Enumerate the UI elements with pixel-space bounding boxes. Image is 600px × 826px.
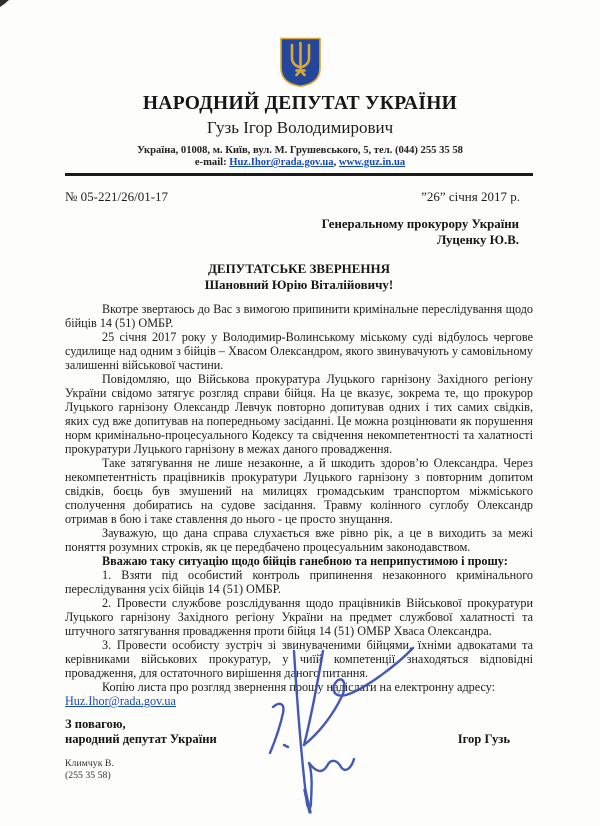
email-link[interactable]: Huz.Ihor@rada.gov.ua [229,157,334,168]
closing-email-row [65,694,533,708]
paragraph: Таке затягування не лише незаконне, а й шкодить здоров’ю Олександра. Через некомпетентність працівників прокуратури Луцького гарнізону з повторним допитом свідків, боєць був змушений на милицях громадським транспортом міжміського сполучення добиратись на судове засідання. Травму колінного суглобу Олександр отримав в бою і таке ставлення до нього - це просто знущання. [65,456,533,526]
demand-intro: Вважаю таку ситуацію щодо бійців ганебною та неприпустимою і прошу: [102,554,508,568]
deputy-name: Гузь Ігор Володимирович [206,118,394,137]
letter-body [65,302,533,708]
email-label: e-mail: [194,157,230,168]
paragraph: Зауважую, що дана справа слухається вже рівно рік, а це в виходить за межі поняття розумних строків, як це передбачено процесуальним законодавством. [65,526,533,554]
contact-links-line [0,157,600,168]
paragraph: Вкотре звертаюсь до Вас з вимогою припинити кримінальне переслідування щодо бійців 14 (51) ОМБР. [65,302,533,330]
address-line: Україна, 01008, м. Київ, вул. М. Грушевського, 5, тел. (044) 255 35 58 [137,145,463,156]
reference-line [65,189,533,205]
closing-line: Копію листа про розгляд звернення прошу надіслати на електронну адресу: [102,680,496,694]
salutation: Шановний Юрію Віталійовичу! [204,277,394,292]
demand-item: 3. Провести особисту зустріч зі звинуваченими бійцями, їхніми адвокатами та керівниками військових прокуратур, у чиїй компетенції знаходяться відповідні провадження, для остаточного вирішення даного питання. [65,638,533,680]
letterhead [0,0,600,168]
closing-email-link[interactable]: Huz.Ihor@rada.gov.ua [65,694,176,708]
addressee-line-2: Луценку Ю.В. [436,233,519,247]
ukraine-coat-of-arms-icon [278,36,323,89]
demand-item: 2. Провести службове розслідування щодо працівників Військової прокуратури Луцького гарнізону Західного регіону України на предмет службової халатності та штучного затягування провадження проти бійця 14 (51) ОМБР Хваса Олександра. [65,596,533,638]
signature-block [65,717,533,781]
addressee-block [65,216,533,248]
executor-block [65,758,533,781]
links-separator: , [333,157,339,168]
letterhead-title: НАРОДНИЙ ДЕПУТАТ УКРАЇНИ [142,93,458,114]
letter-date: ”26” січня 2017 р. [421,189,520,204]
subject-block [65,261,533,293]
reference-number: № 05-221/26/01-17 [65,189,169,204]
addressee-line-1: Генеральному прокурору України [321,217,519,231]
header-rule [65,173,533,176]
executor-phone: (255 35 58) [65,769,111,781]
website-link[interactable]: www.guz.in.ua [338,157,406,168]
position-line: народний депутат України [65,732,217,746]
demand-item: 1. Взяти під особистий контроль припинення незаконного кримінального переслідування усіх бійців 14 (51) ОМБР. [65,568,533,596]
executor-name: Климчук В. [65,758,114,769]
paragraph: 25 січня 2017 року у Володимир-Волинському міському суді відбулось чергове судилище над одним з бійців – Хвасом Олександром, якого звинувачують у самовільному залишенні військової частини. [65,330,533,372]
position-signer-row [65,732,533,747]
paragraph: Повідомляю, що Військова прокуратура Луцького гарнізону Західного регіону України свідомо затягує розгляд справи бійця. На це вказує, зокрема те, що прокурор Луцького гарнізону Олександр Левчук повторно допитував одних і тих самих свідків, яких суд вже допитував на попередньому засіданні. Це можна розцінювати як порушення норм кримінально-процесуального Кодексу та свідчення некомпетентності та халатності прокуратури Луцького гарнізону в межах даного провадження. [65,372,533,456]
regards-line: З повагою, [65,717,126,731]
subject-title: ДЕПУТАТСЬКЕ ЗВЕРНЕННЯ [207,261,391,276]
signer-name: Ігор Гузь [457,732,510,746]
letter-content [65,189,533,781]
